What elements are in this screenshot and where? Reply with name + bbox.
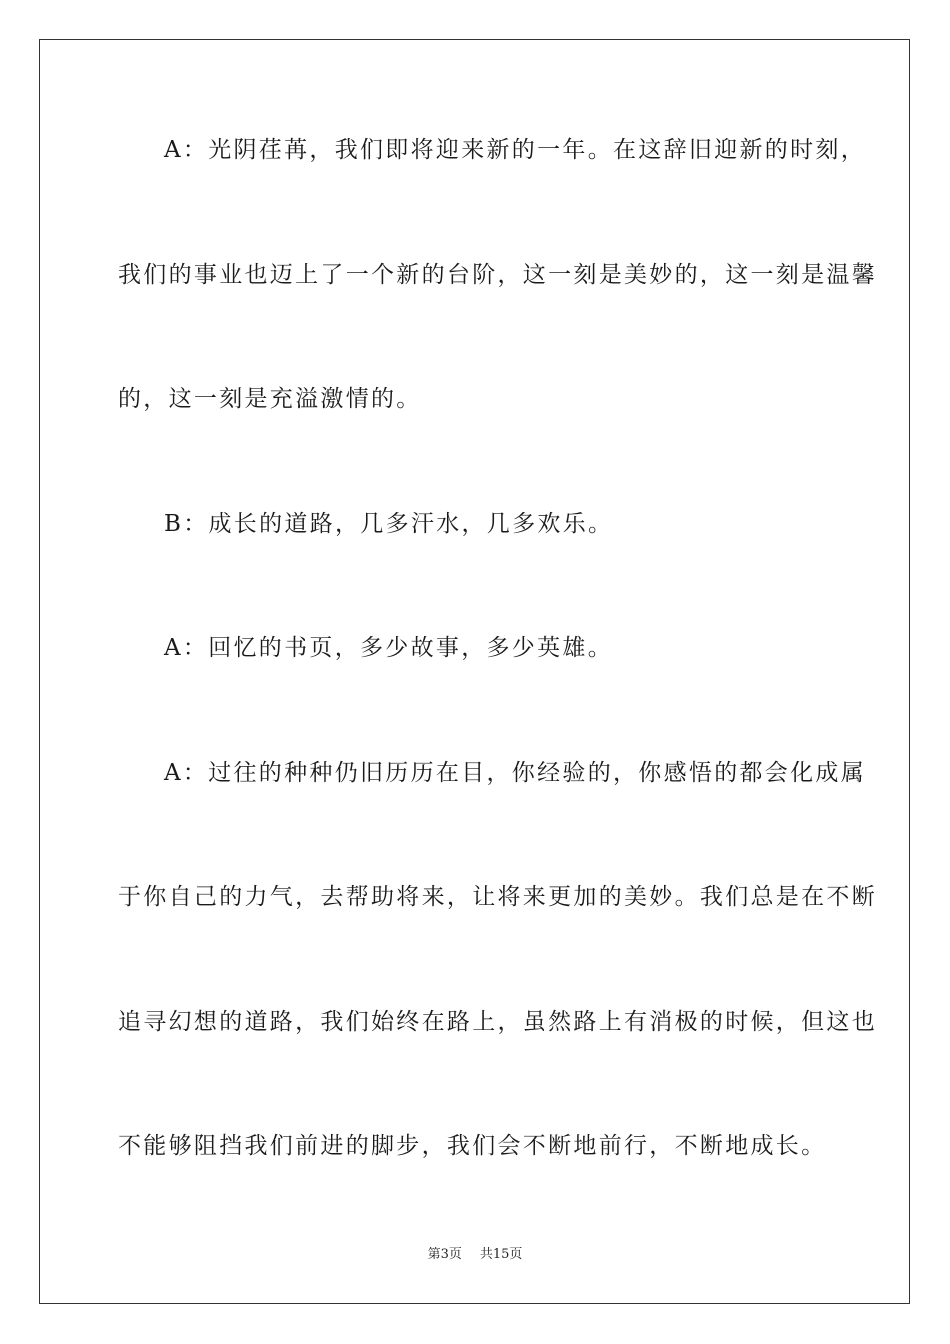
page-number: 第3页 (427, 1247, 462, 1262)
paragraph-line: 我们的事业也迈上了一个新的台阶，这一刻是美妙的，这一刻是温馨 (118, 262, 877, 288)
paragraph-line: A：回忆的书页，多少故事，多少英雄。 (164, 635, 614, 661)
paragraph-line: 于你自己的力气，去帮助将来，让将来更加的美妙。我们总是在不断 (118, 884, 877, 910)
paragraph-line: B：成长的道路，几多汗水，几多欢乐。 (164, 511, 614, 537)
paragraph-line: 追寻幻想的道路，我们始终在路上，虽然路上有消极的时候，但这也 (118, 1009, 877, 1035)
paragraph-line: A：过往的种种仍旧历历在目，你经验的，你感悟的都会化成属 (164, 760, 867, 786)
paragraph-line: A：光阴荏苒，我们即将迎来新的一年。在这辞旧迎新的时刻， (164, 137, 867, 163)
paragraph-line: 不能够阻挡我们前进的脚步，我们会不断地前行，不断地成长。 (118, 1133, 827, 1159)
paragraph-line: 的，这一刻是充溢激情的。 (118, 386, 422, 412)
page-frame (39, 39, 910, 1304)
page-total: 共15页 (479, 1247, 523, 1262)
page-footer (0, 1246, 950, 1264)
